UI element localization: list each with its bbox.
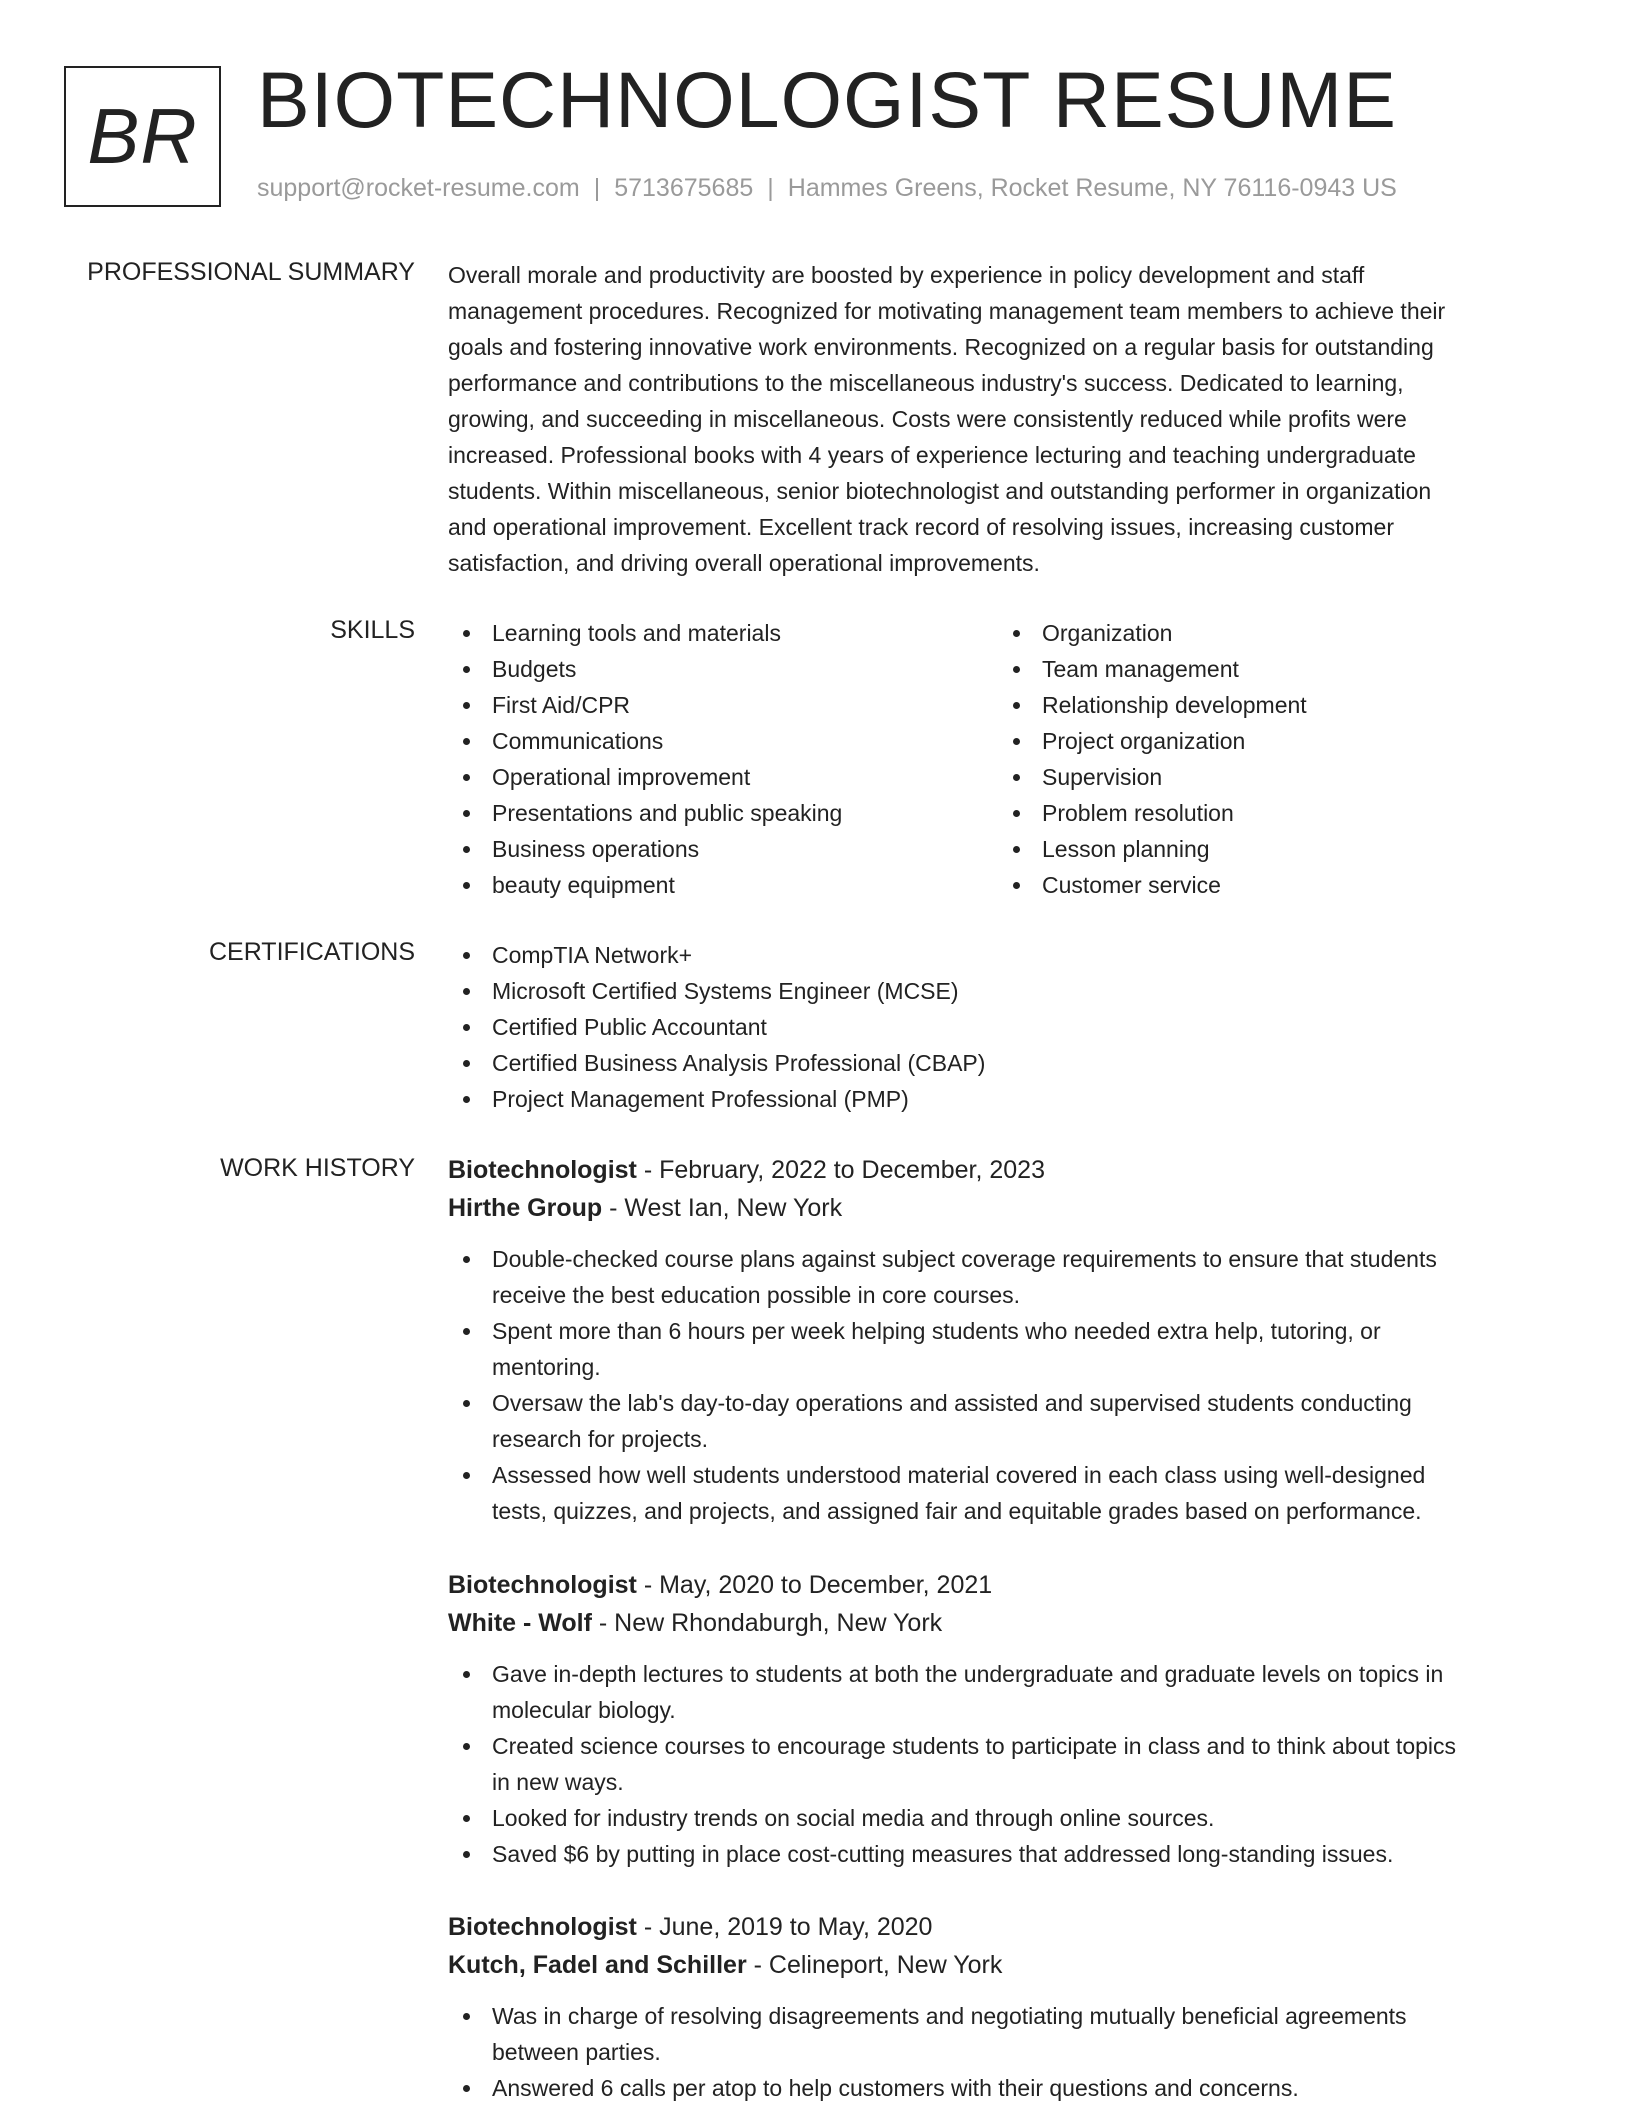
job-company: Kutch, Fadel and Schiller <box>448 1951 747 1979</box>
summary-line: increased. Professional books with 4 years of experience lecturing and teaching undergraduate <box>448 442 1416 468</box>
job-bullet: Answered 6 calls per atop to help customers with their questions and concerns. <box>448 2070 1548 2106</box>
job-role: Biotechnologist <box>448 1156 637 1184</box>
contact-separator: | <box>593 174 601 202</box>
skill-item: Business operations <box>448 831 998 867</box>
work-history-heading: WORK HISTORY <box>220 1154 415 1182</box>
job-bullet: Saved $6 by putting in place cost-cutting measures that addressed long-standing issues. <box>448 1836 1548 1872</box>
skill-item: Relationship development <box>998 687 1548 723</box>
job-bullet: Created science courses to encourage students to participate in class and to think about topics in new ways. <box>448 1728 1548 1800</box>
job-location: - West Ian, New York <box>602 1194 843 1222</box>
skills-column-right <box>998 615 1548 903</box>
job-title-line <box>448 1566 1548 1604</box>
certification-item: Certified Public Accountant <box>448 1009 1548 1045</box>
job-role: Biotechnologist <box>448 1571 637 1599</box>
contact-separator: | <box>767 174 774 202</box>
skill-item: Learning tools and materials <box>448 615 998 651</box>
summary-line: students. Within miscellaneous, senior biotechnologist and outstanding performer in organization <box>448 478 1432 504</box>
summary-line: growing, and succeeding in miscellaneous. Costs were consistently reduced while profits were <box>448 406 1407 432</box>
initials-monogram <box>64 66 221 207</box>
job-company: Hirthe Group <box>448 1194 603 1222</box>
certifications-heading: CERTIFICATIONS <box>208 938 415 966</box>
job-bullet: Oversaw the lab's day-to-day operations and assisted and supervised students conducting research for projects. <box>448 1385 1548 1457</box>
certification-item: CompTIA Network+ <box>448 937 1548 973</box>
certification-item: Project Management Professional (PMP) <box>448 1081 1548 1117</box>
job-title-line <box>448 1908 1548 1946</box>
job-bullet: Assessed how well students understood material covered in each class using well-designed tests, quizzes, and projects, and assigned fair and equitable grades based on performance. <box>448 1457 1548 1529</box>
skill-item: Supervision <box>998 759 1548 795</box>
job-bullet: Was in charge of resolving disagreements and negotiating mutually beneficial agreements between parties. <box>448 1998 1548 2070</box>
skills-list <box>448 615 1548 903</box>
certifications-list <box>448 937 1548 1117</box>
job-bullet: Gave in-depth lectures to students at both the undergraduate and graduate levels on topics in molecular biology. <box>448 1656 1548 1728</box>
job-location: - New Rhondaburgh, New York <box>591 1609 943 1637</box>
summary-line: and operational improvement. Excellent track record of resolving issues, increasing customer <box>448 514 1394 540</box>
certification-item: Certified Business Analysis Professional (CBAP) <box>448 1045 1548 1081</box>
contact-email: support@rocket-resume.com <box>257 174 580 202</box>
skill-item: Project organization <box>998 723 1548 759</box>
skill-item: Team management <box>998 651 1548 687</box>
skill-item: Presentations and public speaking <box>448 795 998 831</box>
job-bullet: Looked for industry trends on social media and through online sources. <box>448 1800 1548 1836</box>
job-company-line <box>448 1189 1548 1227</box>
job-dates: - June, 2019 to May, 2020 <box>636 1913 933 1941</box>
job-title-line <box>448 1151 1548 1189</box>
summary-line: Overall morale and productivity are boosted by experience in policy development and staff <box>448 262 1365 288</box>
job-company: White - Wolf <box>448 1609 592 1637</box>
resume-title: BIOTECHNOLOGIST RESUME <box>257 55 1397 144</box>
skill-item: Operational improvement <box>448 759 998 795</box>
job-entry <box>448 1151 1548 1529</box>
skill-item: First Aid/CPR <box>448 687 998 723</box>
job-location: - Celineport, New York <box>746 1951 1003 1979</box>
skills-column-left <box>448 615 998 903</box>
skills-heading: SKILLS <box>330 616 415 644</box>
summary-line: performance and contributions to the miscellaneous industry's success. Dedicated to learning, <box>448 370 1404 396</box>
job-company-line <box>448 1604 1548 1642</box>
contact-line <box>257 174 1397 203</box>
skill-item: Customer service <box>998 867 1548 903</box>
job-bullet: Spent more than 6 hours per week helping students who needed extra help, tutoring, or mentoring. <box>448 1313 1548 1385</box>
contact-address: Hammes Greens, Rocket Resume, NY 76116-0943 US <box>787 174 1397 202</box>
contact-phone: 5713675685 <box>614 174 754 202</box>
initials-text: BR <box>87 92 198 180</box>
job-role: Biotechnologist <box>448 1913 637 1941</box>
job-company-line <box>448 1946 1548 1984</box>
skill-item: beauty equipment <box>448 867 998 903</box>
summary-line: management procedures. Recognized for motivating management team members to achieve their <box>448 298 1446 324</box>
job-entry <box>448 1566 1548 1872</box>
skill-item: Lesson planning <box>998 831 1548 867</box>
summary-text <box>448 257 1548 581</box>
job-bullet: Double-checked course plans against subject coverage requirements to ensure that students receive the best education possible in core courses. <box>448 1241 1548 1313</box>
job-entry <box>448 1908 1548 2106</box>
summary-line: satisfaction, and driving overall operational improvements. <box>448 550 1040 576</box>
skill-item: Budgets <box>448 651 998 687</box>
summary-heading: PROFESSIONAL SUMMARY <box>87 258 415 286</box>
job-dates: - May, 2020 to December, 2021 <box>636 1571 993 1599</box>
summary-line: goals and fostering innovative work environments. Recognized on a regular basis for outstanding <box>448 334 1434 360</box>
job-dates: - February, 2022 to December, 2023 <box>636 1156 1045 1184</box>
certification-item: Microsoft Certified Systems Engineer (MCSE) <box>448 973 1548 1009</box>
skill-item: Organization <box>998 615 1548 651</box>
skill-item: Communications <box>448 723 998 759</box>
skill-item: Problem resolution <box>998 795 1548 831</box>
